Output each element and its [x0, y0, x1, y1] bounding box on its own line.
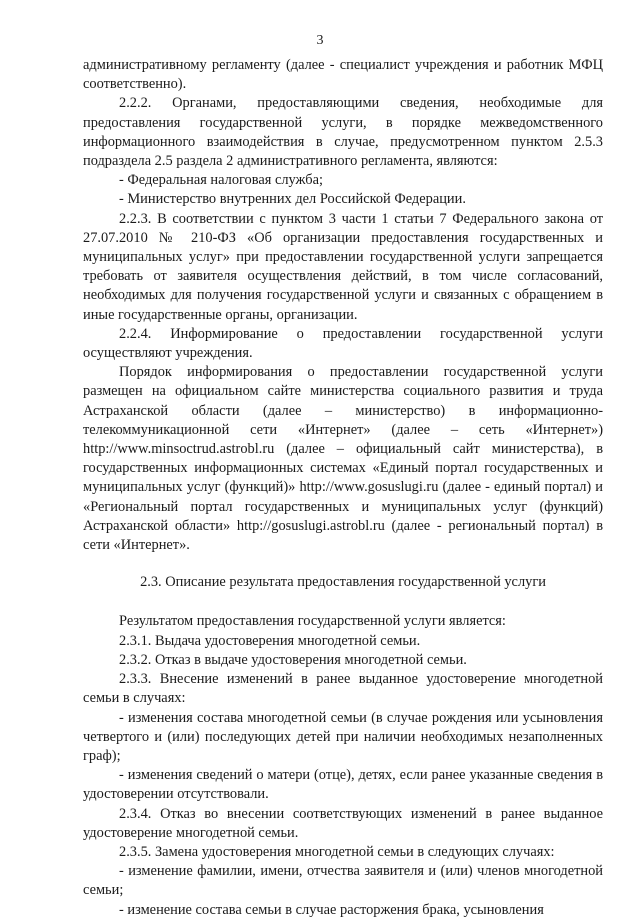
document-body: [83, 56, 603, 920]
paragraph-2-2-2: 2.2.2. Органами, предоставляющими сведения, необходимые для предоставления государственной услуги, в порядке межведомственного информационного взаимодействия в случае, предусмотренном пунктом 2.5.3 подраздела 2.5 раздела 2 административного регламента, являются:: [83, 95, 603, 170]
list-item-family-change: - изменения состава многодетной семьи (в случае рождения или усыновления четвертого и (или) последующих детей при наличии необходимых незаполненных граф);: [83, 709, 603, 764]
paragraph-2-2-4: 2.2.4. Информирование о предоставлении государственной услуги осуществляют учреждения.: [83, 325, 603, 362]
section-heading-2-3: 2.3. Описание результата предоставления государственной услуги: [140, 574, 546, 591]
list-item-tax-service: - Федеральная налоговая служба;: [119, 172, 323, 189]
paragraph-2-3-1: 2.3.1. Выдача удостоверения многодетной семьи.: [119, 632, 421, 649]
paragraph-2-3-4: 2.3.4. Отказ во внесении соответствующих изменений в ранее выданное удостоверение многодетной семьи.: [83, 805, 603, 841]
paragraph-2-2-3: 2.2.3. В соответствии с пунктом 3 части 1 статьи 7 Федерального закона от 27.07.2010 № 210-ФЗ «Об организации предоставления государственных и муниципальных услуг» при предоставлении государственной услуги запрещается требовать от заявителя осуществления действий, в том числе согласований, необходимых для получения государственной услуги и связанных с обращением в иные государственные органы, организации.: [83, 210, 603, 323]
page-number: 3: [316, 33, 324, 48]
paragraph-informing-procedure: Порядок информирования о предоставлении государственной услуги размещен на официальном сайте министерства социального развития и труда Астраханской области (далее – министерство) в информационно-телекоммуникационной сети «Интернет» (далее – сеть «Интернет») http://www.minsoctrud.astrobl.ru (далее – официальный сайт министерства), в государственных информационных системах «Единый портал государственных и муниципальных услуг (функций)» http://www.gosuslugi.ru (далее - единый портал) и «Региональный портал государственных и муниципальных услуг (функций) Астраханской области» http://gosuslugi.astrobl.ru (далее - региональный портал) в сети «Интернет».: [83, 364, 603, 554]
list-item-name-change: - изменение фамилии, имени, отчества заявителя и (или) членов многодетной семьи;: [83, 863, 603, 899]
paragraph-2-3-2: 2.3.2. Отказ в выдаче удостоверения многодетной семьи.: [119, 651, 467, 668]
list-item-divorce-adoption: - изменение состава семьи в случае расторжения брака, усыновления: [119, 901, 544, 918]
paragraph-continuation: административному регламенту (далее - специалист учреждения и работник МФЦ соответственно).: [83, 57, 603, 93]
paragraph-2-3-5: 2.3.5. Замена удостоверения многодетной семьи в следующих случаях:: [119, 843, 555, 860]
paragraph-2-3-3: 2.3.3. Внесение изменений в ранее выданное удостоверение многодетной семьи в случаях:: [83, 671, 603, 707]
paragraph-result-intro: Результатом предоставления государственной услуги является:: [119, 613, 506, 630]
list-item-info-change: - изменения сведений о матери (отце), детях, если ранее указанные сведения в удостоверении отсутствовали.: [83, 767, 603, 803]
list-item-interior-ministry: - Министерство внутренних дел Российской Федерации.: [119, 191, 466, 208]
